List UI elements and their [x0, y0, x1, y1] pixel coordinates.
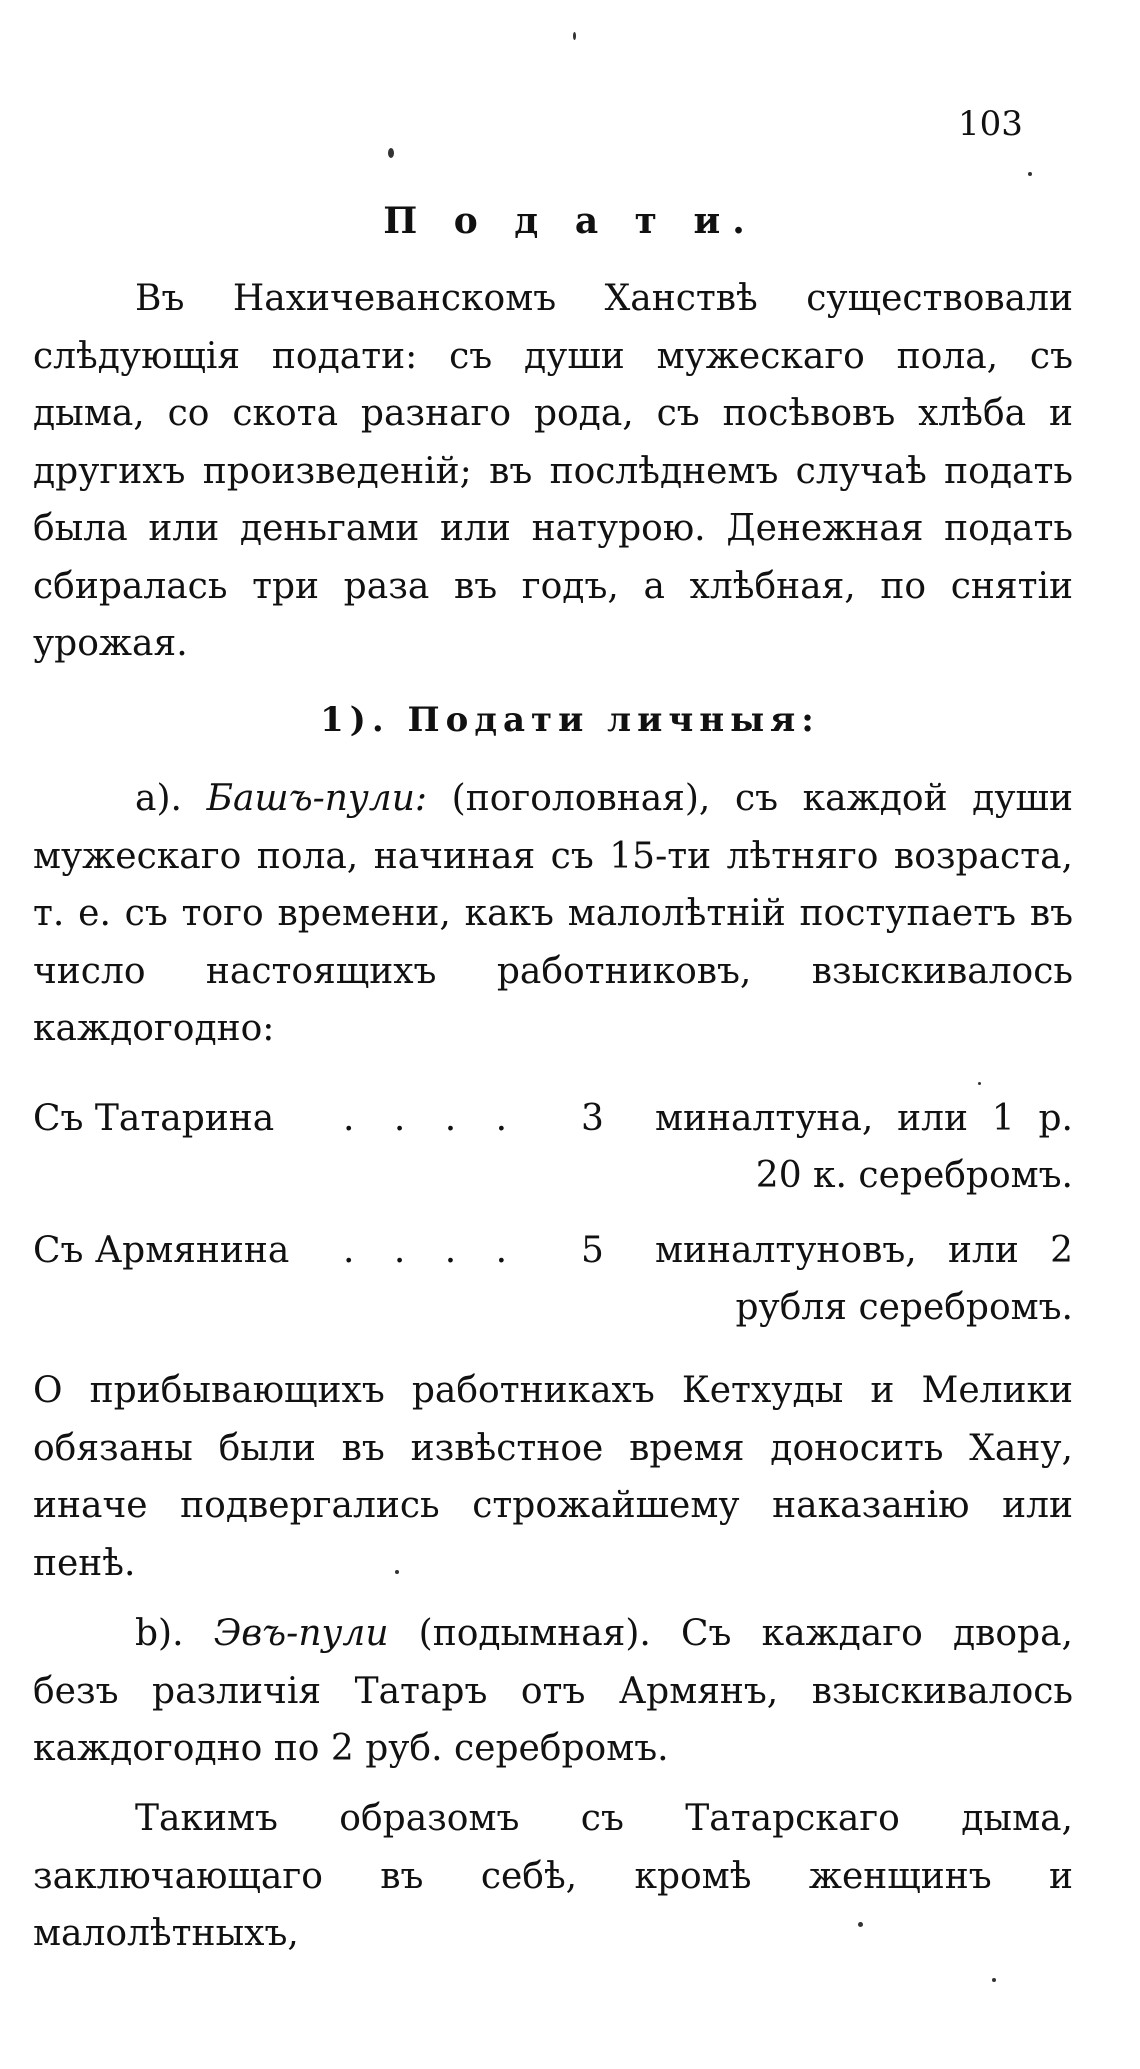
scan-speck — [992, 1978, 996, 1982]
tax-row-who: Съ Татарина — [33, 1098, 275, 1139]
scan-speck — [978, 1082, 981, 1085]
intro-paragraph: Въ Нахичеванскомъ Ханствѣ существовали слѣдующія подати: съ души мужескаго пола, съ дыма, со скота разнаго рода, съ посѣвовъ хлѣба и другихъ произведеній; въ послѣднемъ случаѣ подать была или деньгами или натурою. Денежная подать сбиралась три раза въ годъ, а хлѣбная, по снятіи урожая. — [33, 278, 1073, 664]
closing-paragraph: Такимъ образомъ съ Татарскаго дыма, заключающаго въ себѣ, кромѣ женщинъ и малолѣтныхъ, — [33, 1798, 1073, 1954]
tax-row-desc: миналтуновъ, или 2 рубля серебромъ. — [655, 1230, 1073, 1328]
item-a-paragraph — [33, 770, 1073, 1058]
tax-row-desc: миналтуна, или 1 р. 20 к. серебромъ. — [655, 1098, 1073, 1196]
note-paragraph: О прибывающихъ работникахъ Кетхуды и Мелики обязаны были въ извѣстное время доносить Хану, иначе подвергались строжайшему наказанію или пенѣ. — [33, 1370, 1073, 1584]
tax-row-dots: . . . . — [343, 1098, 522, 1139]
page-title: П о д а т и. — [383, 200, 757, 242]
scan-speck — [388, 148, 394, 158]
item-a-marker: a). — [135, 778, 182, 819]
section-heading: 1). Подати личныя: — [320, 700, 820, 740]
item-b-paragraph — [33, 1605, 1073, 1778]
tax-row-amount: 5 — [581, 1230, 604, 1271]
item-b-marker: b). — [135, 1613, 184, 1654]
scan-speck — [1028, 172, 1032, 176]
tax-row-dots: . . . . — [343, 1230, 522, 1271]
item-b-text: (подымная). Съ каждаго двора, безъ различія Татаръ отъ Армянъ, взыскивалось каждогодно по 2 руб. серебромъ. — [33, 1613, 1073, 1769]
tax-row-amount: 3 — [581, 1098, 604, 1139]
tax-row-who: Съ Армянина — [33, 1230, 290, 1271]
scan-speck — [858, 1922, 863, 1927]
scan-speck — [395, 1570, 399, 1574]
item-b-term: Эвъ-пули — [213, 1613, 389, 1654]
tax-row-armenian — [33, 1222, 1073, 1342]
scan-speck — [573, 32, 576, 40]
page-number: 103 — [958, 104, 1023, 144]
tax-row-tatar — [33, 1090, 1073, 1210]
item-a-text: (поголовная), съ каждой души мужескаго пола, начиная съ 15-ти лѣтняго возраста, т. е. съ того времени, какъ малолѣтній поступаетъ въ число настоящихъ работниковъ, взыскивалось каждогодно: — [33, 778, 1073, 1049]
item-a-term: Башъ-пули: — [206, 778, 428, 819]
